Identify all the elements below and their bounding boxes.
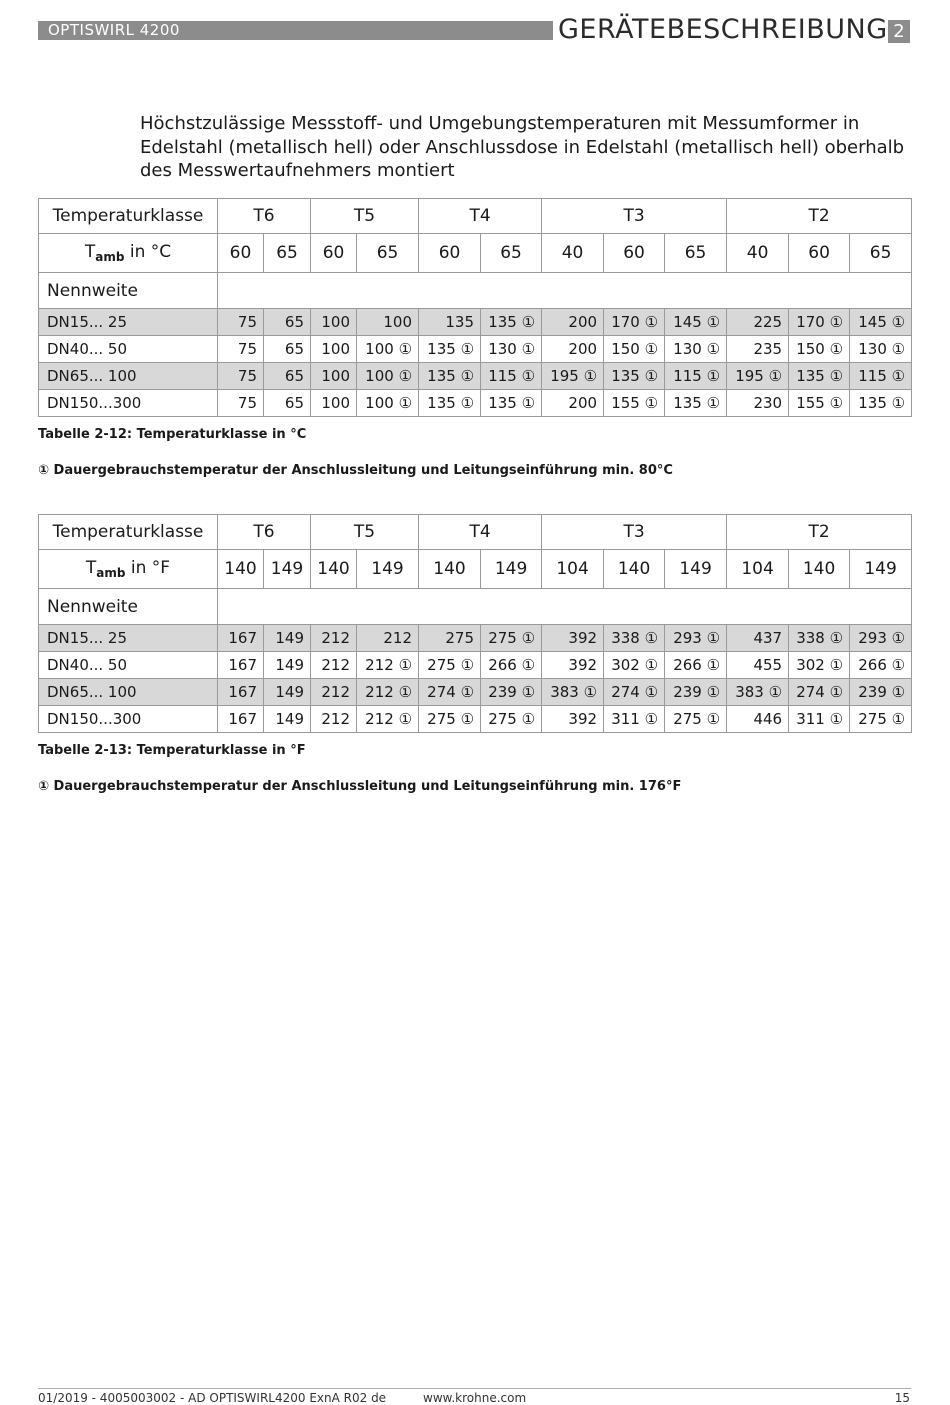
temperature-value: 275 ①: [665, 706, 727, 733]
class-header-row: [39, 199, 912, 234]
temperature-value: 275 ①: [419, 706, 481, 733]
temperature-value: 212 ①: [357, 706, 419, 733]
temperature-value: 275 ①: [481, 706, 542, 733]
temperature-value: 100: [311, 390, 357, 417]
nominal-size: DN150...300: [39, 706, 218, 733]
temperature-value: 293 ①: [850, 625, 912, 652]
temperature-value: 212 ①: [357, 652, 419, 679]
temperature-value: 383 ①: [542, 679, 604, 706]
temperature-value: 100 ①: [357, 390, 419, 417]
temperature-value: 275 ①: [850, 706, 912, 733]
ambient-unit: in °C: [124, 242, 172, 262]
temperature-value: 75: [218, 390, 264, 417]
ambient-value: 65: [481, 234, 542, 273]
temperature-value: 170 ①: [789, 309, 850, 336]
ambient-subscript: amb: [96, 566, 126, 580]
product-name: OPTISWIRL 4200: [48, 21, 180, 39]
nominal-size: DN15... 25: [39, 625, 218, 652]
temperature-value: 135 ①: [481, 309, 542, 336]
temperature-value: 383 ①: [727, 679, 789, 706]
table-caption: Tabelle 2-13: Temperaturklasse in °F: [38, 743, 306, 758]
temperature-value: 145 ①: [850, 309, 912, 336]
temperature-class: T3: [542, 515, 727, 550]
temperature-value: 212: [311, 652, 357, 679]
temperature-value: 75: [218, 336, 264, 363]
nominal-size-header-row: [39, 589, 912, 625]
temperature-value: 212 ①: [357, 679, 419, 706]
temperature-value: 302 ①: [789, 652, 850, 679]
temperature-value: 437: [727, 625, 789, 652]
temperature-value: 100: [357, 309, 419, 336]
temperature-class-label: Temperaturklasse: [39, 199, 218, 234]
ambient-value: 104: [542, 550, 604, 589]
ambient-value: 60: [419, 234, 481, 273]
temperature-value: 135 ①: [850, 390, 912, 417]
temperature-value: 135 ①: [481, 390, 542, 417]
temperature-value: 115 ①: [665, 363, 727, 390]
temperature-value: 266 ①: [665, 652, 727, 679]
class-header-row: [39, 515, 912, 550]
ambient-symbol: T: [84, 242, 96, 262]
table-row: [39, 652, 912, 679]
table-footnote: ① Dauergebrauchstemperatur der Anschlussleitung und Leitungseinführung min. 80°C: [38, 463, 673, 478]
temperature-value: 65: [264, 363, 311, 390]
temperature-value: 167: [218, 679, 264, 706]
temperature-value: 100: [311, 363, 357, 390]
ambient-value: 149: [357, 550, 419, 589]
temperature-value: 135 ①: [604, 363, 665, 390]
table-row: [39, 336, 912, 363]
ambient-value: 149: [665, 550, 727, 589]
ambient-row: [39, 550, 912, 589]
nominal-size: DN40... 50: [39, 652, 218, 679]
temperature-value: 150 ①: [789, 336, 850, 363]
ambient-value: 140: [419, 550, 481, 589]
temperature-table-celsius: [38, 198, 912, 417]
temperature-value: 311 ①: [604, 706, 665, 733]
temperature-value: 392: [542, 706, 604, 733]
temperature-value: 266 ①: [481, 652, 542, 679]
temperature-class: T6: [218, 199, 311, 234]
temperature-value: 135 ①: [419, 390, 481, 417]
ambient-row: [39, 234, 912, 273]
ambient-value: 104: [727, 550, 789, 589]
temperature-value: 170 ①: [604, 309, 665, 336]
temperature-value: 135 ①: [419, 336, 481, 363]
temperature-value: 266 ①: [850, 652, 912, 679]
temperature-value: 239 ①: [481, 679, 542, 706]
ambient-value: 65: [357, 234, 419, 273]
footer-divider: [38, 1388, 911, 1389]
ambient-value: 149: [264, 550, 311, 589]
ambient-value: 65: [850, 234, 912, 273]
temperature-value: 65: [264, 390, 311, 417]
temperature-value: 274 ①: [789, 679, 850, 706]
temperature-value: 115 ①: [481, 363, 542, 390]
table-row: [39, 390, 912, 417]
temperature-value: 75: [218, 309, 264, 336]
temperature-class-label: Temperaturklasse: [39, 515, 218, 550]
temperature-value: 149: [264, 625, 311, 652]
ambient-subscript: amb: [95, 250, 125, 264]
ambient-label: [39, 234, 218, 273]
temperature-value: 293 ①: [665, 625, 727, 652]
temperature-value: 100 ①: [357, 363, 419, 390]
temperature-value: 275: [419, 625, 481, 652]
table-row: [39, 706, 912, 733]
temperature-value: 275 ①: [481, 625, 542, 652]
temperature-value: 149: [264, 679, 311, 706]
ambient-value: 60: [311, 234, 357, 273]
temperature-value: 100: [311, 336, 357, 363]
temperature-value: 212: [311, 706, 357, 733]
temperature-value: 155 ①: [604, 390, 665, 417]
chapter-number: 2: [888, 20, 910, 43]
ambient-value: 65: [264, 234, 311, 273]
ambient-unit: in °F: [125, 558, 171, 578]
ambient-value: 60: [789, 234, 850, 273]
temperature-value: 392: [542, 652, 604, 679]
temperature-value: 274 ①: [604, 679, 665, 706]
nominal-size: DN15... 25: [39, 309, 218, 336]
temperature-value: 275 ①: [419, 652, 481, 679]
table-caption: Tabelle 2-12: Temperaturklasse in °C: [38, 427, 307, 442]
temperature-value: 65: [264, 309, 311, 336]
ambient-value: 40: [727, 234, 789, 273]
footer-document-id: 01/2019 - 4005003002 - AD OPTISWIRL4200 ExnA R02 de: [38, 1391, 387, 1405]
temperature-value: 274 ①: [419, 679, 481, 706]
temperature-class: T4: [419, 515, 542, 550]
temperature-value: 195 ①: [727, 363, 789, 390]
temperature-value: 212: [311, 625, 357, 652]
temperature-value: 135 ①: [665, 390, 727, 417]
nominal-size: DN40... 50: [39, 336, 218, 363]
nominal-size: DN65... 100: [39, 363, 218, 390]
ambient-value: 140: [604, 550, 665, 589]
temperature-value: 100 ①: [357, 336, 419, 363]
ambient-value: 65: [665, 234, 727, 273]
temperature-value: 145 ①: [665, 309, 727, 336]
page-number: 15: [894, 1391, 910, 1405]
temperature-value: 149: [264, 652, 311, 679]
footer-url[interactable]: www.krohne.com: [423, 1391, 527, 1405]
temperature-value: 200: [542, 390, 604, 417]
temperature-value: 65: [264, 336, 311, 363]
table-footnote: ① Dauergebrauchstemperatur der Anschlussleitung und Leitungseinführung min. 176°F: [38, 779, 682, 794]
temperature-value: 135 ①: [419, 363, 481, 390]
table-row: [39, 679, 912, 706]
temperature-value: 75: [218, 363, 264, 390]
temperature-value: 302 ①: [604, 652, 665, 679]
temperature-value: 446: [727, 706, 789, 733]
temperature-value: 311 ①: [789, 706, 850, 733]
ambient-symbol: T: [85, 558, 97, 578]
ambient-value: 140: [218, 550, 264, 589]
temperature-value: 225: [727, 309, 789, 336]
table-row: [39, 363, 912, 390]
temperature-value: 200: [542, 309, 604, 336]
temperature-class: T3: [542, 199, 727, 234]
nominal-size-header-row: [39, 273, 912, 309]
temperature-value: 212: [311, 679, 357, 706]
ambient-value: 149: [481, 550, 542, 589]
temperature-value: 167: [218, 625, 264, 652]
temperature-value: 230: [727, 390, 789, 417]
temperature-value: 167: [218, 652, 264, 679]
ambient-value: 60: [604, 234, 665, 273]
ambient-label: [39, 550, 218, 589]
nominal-size-label: Nennweite: [39, 273, 218, 309]
temperature-value: 338 ①: [604, 625, 665, 652]
table-row: [39, 625, 912, 652]
nominal-size: DN65... 100: [39, 679, 218, 706]
ambient-value: 60: [218, 234, 264, 273]
nominal-size-label: Nennweite: [39, 589, 218, 625]
temperature-class: T5: [311, 515, 419, 550]
temperature-value: 115 ①: [850, 363, 912, 390]
temperature-value: 235: [727, 336, 789, 363]
temperature-value: 100: [311, 309, 357, 336]
temperature-value: 130 ①: [665, 336, 727, 363]
temperature-value: 130 ①: [481, 336, 542, 363]
empty-header-cell: [218, 273, 912, 309]
temperature-table-fahrenheit: [38, 514, 912, 733]
temperature-value: 239 ①: [665, 679, 727, 706]
temperature-value: 130 ①: [850, 336, 912, 363]
table-row: [39, 309, 912, 336]
temperature-value: 155 ①: [789, 390, 850, 417]
temperature-value: 200: [542, 336, 604, 363]
temperature-value: 167: [218, 706, 264, 733]
ambient-value: 149: [850, 550, 912, 589]
temperature-value: 195 ①: [542, 363, 604, 390]
ambient-value: 40: [542, 234, 604, 273]
intro-text: Höchstzulässige Messstoff- und Umgebungstemperaturen mit Messumformer in Edelstahl (metallisch hell) oder Anschlussdose in Edelstahl (metallisch hell) oberhalb des Messwertaufnehmers montiert: [140, 113, 905, 181]
temperature-value: 135: [419, 309, 481, 336]
ambient-value: 140: [789, 550, 850, 589]
temperature-value: 392: [542, 625, 604, 652]
temperature-class: T5: [311, 199, 419, 234]
temperature-value: 149: [264, 706, 311, 733]
temperature-class: T6: [218, 515, 311, 550]
temperature-value: 212: [357, 625, 419, 652]
temperature-value: 150 ①: [604, 336, 665, 363]
temperature-class: T2: [727, 199, 912, 234]
ambient-value: 140: [311, 550, 357, 589]
temperature-value: 135 ①: [789, 363, 850, 390]
temperature-class: T2: [727, 515, 912, 550]
temperature-value: 239 ①: [850, 679, 912, 706]
temperature-value: 338 ①: [789, 625, 850, 652]
temperature-class: T4: [419, 199, 542, 234]
temperature-value: 455: [727, 652, 789, 679]
nominal-size: DN150...300: [39, 390, 218, 417]
empty-header-cell: [218, 589, 912, 625]
section-title: GERÄTEBESCHREIBUNG: [558, 14, 888, 45]
